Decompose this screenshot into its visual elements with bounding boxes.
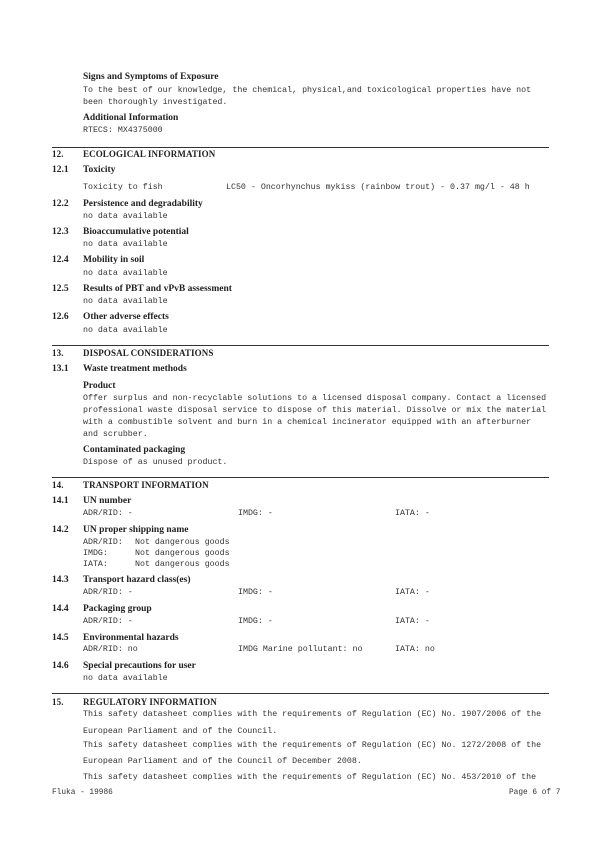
regulatory-line: This safety datasheet complies with the requirements of Regulation (EC) No. 1907/2006 of the [83,710,542,719]
hazard-class-adr: ADR/RID: - [83,588,133,597]
packaging-group-iata: IATA: - [395,617,430,626]
environmental-iata: IATA: no [395,645,435,654]
section-13-title: DISPOSAL CONSIDERATIONS [83,348,214,358]
section-15-title: REGULATORY INFORMATION [83,697,217,707]
section-14-number: 14. [52,480,64,490]
product-heading: Product [83,381,116,391]
regulatory-line: This safety datasheet complies with the requirements of Regulation (EC) No. 453/2010 of the [83,773,537,782]
regulatory-line: European Parliament and of the Council. [83,727,278,736]
section-12-divider [52,147,549,148]
section-12-title: ECOLOGICAL INFORMATION [83,149,216,159]
section-12-number: 12. [52,149,64,159]
subsection-12-3-title: Bioaccumulative potential [83,227,189,237]
regulatory-line: This safety datasheet complies with the requirements of Regulation (EC) No. 1272/2008 of the [83,741,542,750]
subsection-14-3-number: 14.3 [52,575,69,585]
shipping-label-iata: IATA: [83,560,108,569]
subsection-13-1-title: Waste treatment methods [83,364,187,374]
product-disposal-text: Offer surplus and non-recyclable solutions to a licensed disposal company. Contact a licensed professional waste disposal service to dispose of this material. Dissolve or mix the material with a combustible solvent and burn in a chemical incinerator equipped with an afterburner and scrubber. [83,394,547,439]
special-precautions-value: no data available [83,674,168,683]
packaging-group-adr: ADR/RID: - [83,617,133,626]
subsection-12-4-title: Mobility in soil [83,255,145,265]
shipping-value-iata: Not dangerous goods [135,560,230,569]
subsection-13-1-number: 13.1 [52,364,69,374]
subsection-12-2-title: Persistence and degradability [83,199,203,209]
section-15-divider [52,693,549,694]
section-14-title: TRANSPORT INFORMATION [83,480,209,490]
subsection-12-5-number: 12.5 [52,284,69,294]
subsection-14-1-title: UN number [83,496,132,506]
subsection-12-3-number: 12.3 [52,227,69,237]
subsection-14-2-number: 14.2 [52,525,69,535]
packaging-text: Dispose of as unused product. [83,458,228,467]
packaging-heading: Contaminated packaging [83,445,186,455]
shipping-value-imdg: Not dangerous goods [135,549,230,558]
shipping-label-adr: ADR/RID: [83,538,123,547]
packaging-group-imdg: IMDG: - [238,617,273,626]
subsection-12-4-number: 12.4 [52,255,69,265]
subsection-14-5-number: 14.5 [52,633,69,643]
footer-page-number: Page 6 of 7 [509,789,561,797]
subsection-12-6-number: 12.6 [52,312,69,322]
pbt-value: no data available [83,297,168,306]
hazard-class-imdg: IMDG: - [238,588,273,597]
un-number-iata: IATA: - [395,509,430,518]
shipping-label-imdg: IMDG: [83,549,108,558]
environmental-adr: ADR/RID: no [83,645,138,654]
mobility-value: no data available [83,269,168,278]
subsection-14-1-number: 14.1 [52,496,69,506]
environmental-imdg: IMDG Marine pollutant: no [238,645,363,654]
persistence-value: no data available [83,212,168,221]
subsection-14-3-title: Transport hazard class(es) [83,575,191,585]
subsection-12-1-number: 12.1 [52,165,69,175]
other-effects-value: no data available [83,326,168,335]
rtecs-value: RTECS: MX4375000 [83,126,163,135]
exposure-text: To the best of our knowledge, the chemical, physical,and toxicological properties have not been thoroughly investigated. [83,86,532,107]
subsection-12-2-number: 12.2 [52,199,69,209]
subsection-12-6-title: Other adverse effects [83,312,169,322]
regulatory-line: European Parliament and of the Council of December 2008. [83,757,362,766]
subsection-14-5-title: Environmental hazards [83,633,179,643]
subsection-14-4-title: Packaging group [83,604,152,614]
footer-product-code: Fluka - 19986 [52,789,113,797]
section-13-divider [52,345,549,346]
additional-info-heading: Additional Information [83,113,179,123]
un-number-imdg: IMDG: - [238,509,273,518]
subsection-14-2-title: UN proper shipping name [83,525,189,535]
subsection-12-1-title: Toxicity [83,165,116,175]
section-15-number: 15. [52,697,64,707]
subsection-14-6-title: Special precautions for user [83,661,196,671]
toxicity-label: Toxicity to fish [83,183,163,192]
un-number-adr: ADR/RID: - [83,509,133,518]
section-13-number: 13. [52,348,64,358]
subsection-12-5-title: Results of PBT and vPvB assessment [83,284,232,294]
subsection-14-4-number: 14.4 [52,604,69,614]
shipping-value-adr: Not dangerous goods [135,538,230,547]
subsection-14-6-number: 14.6 [52,661,69,671]
exposure-heading: Signs and Symptoms of Exposure [83,72,219,82]
toxicity-value: LC50 - Oncorhynchus mykiss (rainbow trout) - 0.37 mg/l - 48 h [226,183,530,192]
bioaccumulative-value: no data available [83,240,168,249]
section-14-divider [52,477,549,478]
hazard-class-iata: IATA: - [395,588,430,597]
